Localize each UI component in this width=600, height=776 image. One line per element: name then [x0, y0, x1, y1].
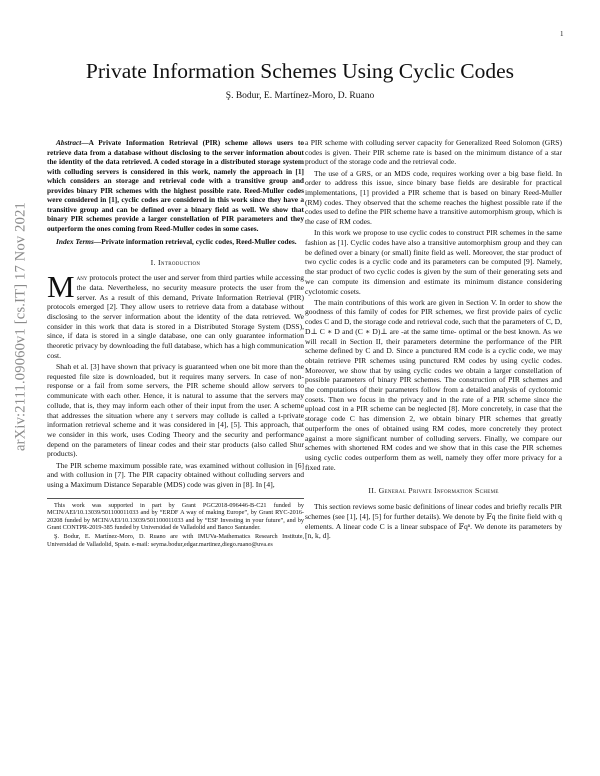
right-column [305, 138, 562, 542]
paper-title: Private Information Schemes Using Cyclic Codes [85, 59, 515, 83]
intro-lead-word: any [76, 273, 88, 283]
intro-paragraph-1 [47, 269, 304, 360]
footnote-funding: This work was supported in part by Grant PGC2018-096446-B-C21 funded by MCIN/AEI/10.13039/501100011033 and by “ERDF A way of making Europe”, by Grant RYC-2016-20208 funded by MCIN/AEI/10.13039/501100011033 and by “ESF Investing in your future”, and by Grant CONTPR-2019-385 funded by Universidad de Valladolid and Banco Santander. [47, 501, 304, 532]
index-terms-text: —Private information retrieval, cyclic codes, Reed-Muller codes. [93, 237, 297, 246]
footnotes [47, 498, 304, 549]
left-column [47, 138, 304, 549]
section-heading-general-pir: II. General Private Information Scheme [368, 486, 499, 496]
abstract-label: Abstract [56, 138, 82, 147]
index-terms [47, 237, 304, 247]
intro-paragraph-3: The PIR scheme maximum possible rate, was examined without collusion in [6] and with collusion in [7]. The PIR capacity obtained without colluding servers and using a Maximum Distance Separable (MDS) code was given in [8]. In [4], [47, 460, 304, 489]
section-heading-introduction: I. Introduction [150, 257, 201, 267]
footnote-affiliation: Ş. Bodur, E. Martínez-Moro, D. Ruano are with IMUVa-Mathematics Research Institute, Universidad de Valladolid, Spain. e-mail: seyma.bodur,edgar.martinez,diego.ruano@uva.es [47, 533, 304, 548]
right-paragraph-3: In this work we propose to use cyclic codes to construct PIR schemes in the same fashion as [1]. Cyclic codes have also a transitive automorphism group and they can be defined over a binary (or small) finite field as well. Moreover, the star product of two cyclic codes is a cyclic code and its parameters can be computed [9]. Namely, the star product of two cyclic codes is given by the sum of their generating sets and we can compute its dimension and estimate its minimum distance considering cyclotomic cosets. [305, 228, 562, 296]
abstract-text: —A Private Information Retrieval (PIR) scheme allows users to retrieve data from a database without disclosing to the server information about the identity of the data retrieved. A coded storage in a distributed storage system with colluding servers is considered in this work, namely the approach in [1] which considers an storage and retrieval code with a transitive group and provides binary PIR schemes with the highest possible rate. Reed-Muller codes were considered in [1], cyclic codes are considered in this work since they have a transitive group and can be defined over a binary field as well. We show that binary PIR schemes provide a larger constellation of PIR parameters and they outperform the ones coming from Reed-Muller codes in some cases. [47, 138, 304, 233]
right-paragraph-2: The use of a GRS, or an MDS code, requires working over a big base field. In order to address this issue, since binary base fields are desirable for practical implementations, [1] provided a PIR scheme that is based on binary Reed-Muller (RM) codes. They observed that the scheme reaches the highest possible rate if the codes used to define the PIR scheme have a transitive automorphism group, which is the case of RM codes. [305, 168, 562, 227]
right-paragraph-4: The main contributions of this work are given in Section V. In order to show the goodness of this family of codes for PIR schemes, we first provide pairs of cyclic codes C and D, the storage code and retrieval code, such that the parameters of C, D, D⊥ C ∗ D and (C ∗ D)⊥ are -at the same time- optimal or the best known. As we will recall in Section II, their parameters determine the performance of the PIR scheme defined by C and D. Since a punctured RM code is a cyclic code, we may obtain retrieve PIR schemes using punctured RM codes by using cyclic codes. Moreover, we show that by using cyclic codes we obtain a larger constellation of possible parameters of binary PIR schemes. The construction of PIR schemes and the computations of their parameters follow from a detailed analysis of cyclotomic cosets. Then we focus in the privacy and in the rate of a PIR scheme since the upload cost in a PIR scheme can be neglected [8]. More concretely, in case that the storage code C has dimension 2, we obtain binary PIR schemes that greatly outperform the ones of obtained using RM codes, more concretely they protect against a more significant number of colluding servers. Finally, we compare our schemes with shortened RM codes and we show that in this case the PIR schemes using cyclic codes outperform them as well, namely they offer more privacy for a fixed rate. [305, 297, 562, 472]
page-number: 1 [560, 30, 564, 38]
right-paragraph-1: a PIR scheme with colluding server capacity for Generalized Reed Solomon (GRS) codes is given. Their PIR scheme rate is based on the minimum distance of a star product of the storage code and the retrieval code. [305, 138, 562, 167]
intro-paragraph-2: Shah et al. [3] have shown that privacy is guaranteed when one bit more than the requested file size is downloaded, but it requires many servers. In case of non-response or a fail from some servers, the PIR scheme should allow servers to communicate with each other. Hence, it is natural to assume that the servers may collude, that is, they may inform each other of their input from the user. A scheme that addresses the situation where any t servers may collude is called a t-private information retrieval scheme and it was considered in [4], [5]. This approach, that we consider in this work, uses Coding Theory and the security and performance depend on the parameters of linear codes and their star products (also called Shur products). [47, 362, 304, 459]
intro-paragraph-1-text: protocols protect the user and server from third parties while accessing the data. Nevertheless, no security measure protects the user from the server. As a result of this demand, Private Information Retrieval (PIR) protocols emerged [2]. They allow users to retrieve data from a database without disclosing to the server information about the identity of the data retrieved. We consider in this work that data is stored in a Distributed Storage System (DSS), since, if data is stored in a single database, one can only guarantee information theoretic privacy by downloading the full database, which has a high communication cost. [47, 273, 304, 360]
authors: Ş. Bodur, E. Martínez-Moro, D. Ruano [225, 91, 375, 101]
index-terms-label: Index Terms [56, 237, 94, 246]
abstract [47, 138, 304, 233]
drop-cap: M [47, 269, 75, 305]
right-paragraph-5: This section reviews some basic definitions of linear codes and briefly recalls PIR schemes (see [1], [4], [5] for further details). We denote by 𝔽q the finite field with q elements. A linear code C is a linear subspace of 𝔽qⁿ. We denote its parameters by [n, k, d]. [305, 502, 562, 541]
arxiv-identifier[interactable]: arXiv:2111.09060v1 [cs.IT] 17 Nov 2021 [12, 202, 29, 451]
